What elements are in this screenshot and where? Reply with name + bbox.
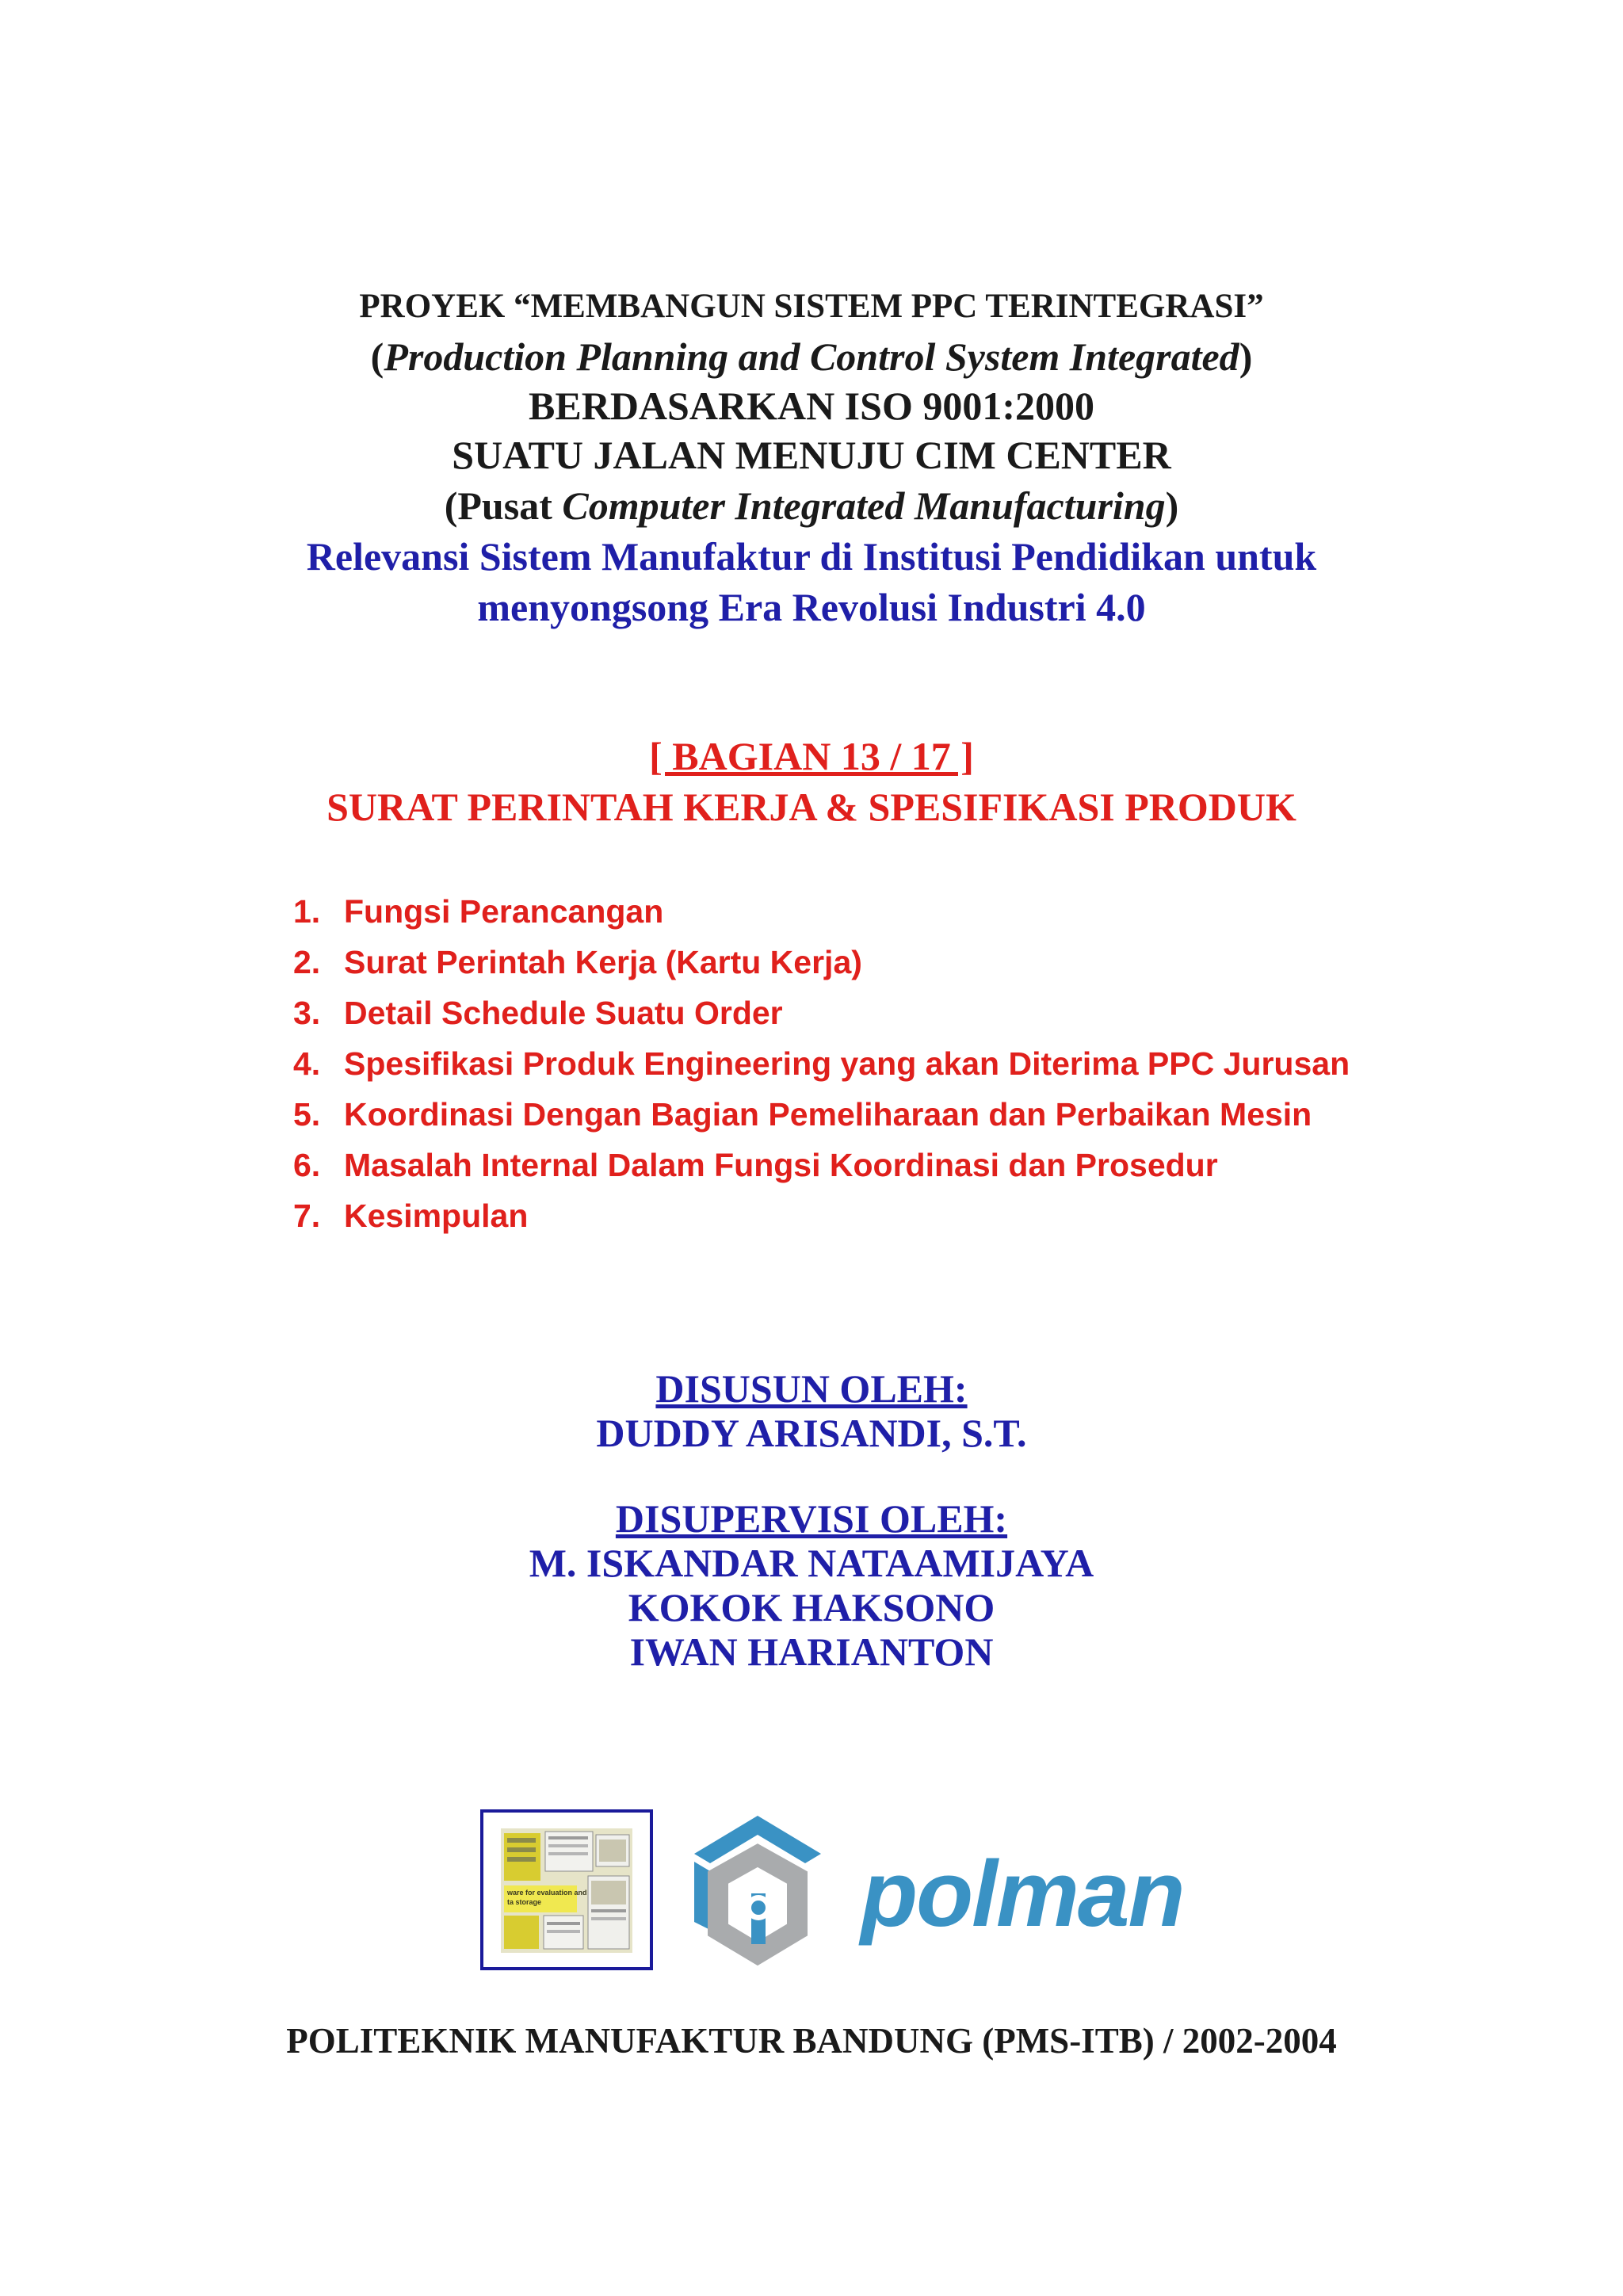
part-number: [ BAGIAN 13 / 17 ] [649,734,974,778]
toc-item [293,1190,1350,1241]
toc-item-number: 5. [293,1096,321,1133]
toc-item-text: Kesimpulan [344,1198,529,1234]
toc-item-number: 4. [293,1045,321,1082]
toc-item [293,886,1350,937]
supervisor-name: KOKOK HAKSONO [628,1585,995,1629]
author-heading: DISUSUN OLEH: [655,1366,968,1411]
cim-italic: Computer Integrated Manufacturing [562,483,1166,528]
paren-close: ) [1239,334,1253,379]
thumbnail-screen [501,1828,632,1953]
thumbnail-graphic [501,1828,632,1953]
author-name: DUDDY ARISANDI, S.T. [596,1411,1027,1455]
supervisor-heading: DISUPERVISI OLEH: [615,1496,1008,1541]
toc-item-text: Fungsi Perancangan [344,893,664,930]
toc-item-text: Surat Perintah Kerja (Kartu Kerja) [344,944,862,980]
toc-item-number: 2. [293,944,321,980]
toc-item-text: Koordinasi Dengan Bagian Pemeliharaan dan Perbaikan Mesin [344,1096,1312,1133]
institution-footer: POLITEKNIK MANUFAKTUR BANDUNG (PMS-ITB) / 2002-2004 [286,2021,1337,2061]
supervisor-name: M. ISKANDAR NATAAMIJAYA [529,1541,1094,1585]
cim-prefix: (Pusat [444,483,563,528]
toc-item-number: 1. [293,893,321,930]
project-english-name: Production Planning and Control System Integrated [384,334,1239,379]
toc-item [293,937,1350,988]
toc-item-text: Masalah Internal Dalam Fungsi Koordinasi dan Prosedur [344,1147,1218,1183]
thumbnail-caption-1: ware for evaluation and [507,1889,587,1897]
toc-item-number: 7. [293,1198,321,1234]
toc-item [293,988,1350,1038]
relevance-line-1: Relevansi Sistem Manufaktur di Institusi Pendidikan untuk [306,534,1317,579]
project-title: PROYEK “MEMBANGUN SISTEM PPC TERINTEGRASI” [359,288,1264,325]
relevance-line-2: menyongsong Era Revolusi Industri 4.0 [477,585,1146,629]
toc-item [293,1038,1350,1089]
project-subtitle-english [0,331,1623,382]
toc-item-number: 6. [293,1147,321,1183]
supervisor-name: IWAN HARIANTON [629,1629,994,1674]
section-title: SURAT PERINTAH KERJA & SPESIFIKASI PRODUK [327,785,1296,829]
paren-open: ( [370,334,384,379]
toc-item-text: Detail Schedule Suatu Order [344,995,783,1031]
table-of-contents [293,886,1350,1241]
toc-item [293,1089,1350,1140]
thumbnail-caption-2: ta storage [507,1898,542,1906]
polman-logo-icon [686,1811,829,1976]
toc-item [293,1140,1350,1190]
standard-line: BERDASARKAN ISO 9001:2000 [529,384,1094,428]
polman-logo-text: polman [861,1842,1184,1946]
cim-expansion-line [0,480,1623,531]
cim-center-line: SUATU JALAN MENUJU CIM CENTER [452,433,1171,477]
cim-suffix: ) [1165,483,1179,528]
toc-item-number: 3. [293,995,321,1031]
toc-item-text: Spesifikasi Produk Engineering yang akan Diterima PPC Jurusan [344,1045,1350,1082]
software-thumbnail-image [480,1809,653,1970]
